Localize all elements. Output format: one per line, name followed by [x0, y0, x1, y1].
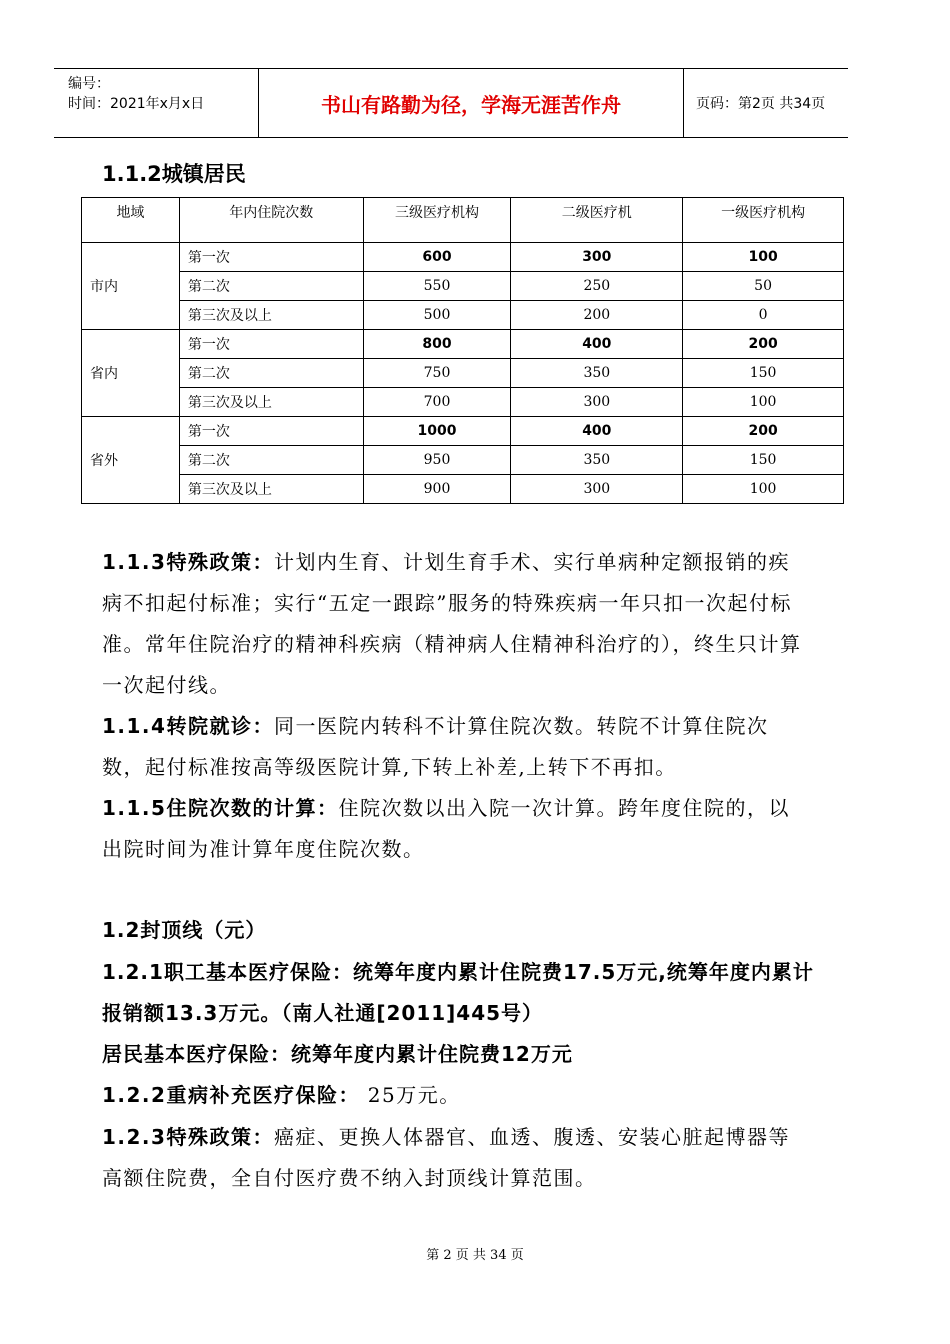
cap-special-text: 癌症、更换人体器官、血透、腹透、安装心脏起博器等高额住院费，全自付医疗费不纳入封顶线计算范围。: [102, 1125, 790, 1190]
level2-cell: 300: [511, 243, 683, 272]
region-cell: 市内: [82, 243, 180, 330]
header-level2: 二级医疗机: [511, 198, 683, 243]
level2-cell: 400: [511, 417, 683, 446]
count-cell: 第三次及以上: [179, 301, 363, 330]
level3-cell: 900: [363, 475, 511, 504]
table-header-row: [82, 198, 844, 243]
table-row: [82, 446, 844, 475]
header-meta: [54, 69, 258, 137]
count-calc-label: 1.1.5住院次数的计算：: [102, 796, 339, 820]
deductible-table: [81, 197, 844, 504]
transfer-label: 1.1.4转院就诊：: [102, 714, 274, 738]
header-level3: 三级医疗机构: [363, 198, 511, 243]
header-motto: 书山有路勤为径，学海无涯苦作舟: [258, 69, 684, 137]
count-cell: 第二次: [179, 446, 363, 475]
transfer-text: 同一医院内转科不计算住院次数。转院不计算住院次数，起付标准按高等级医院计算,下转上补差,上转下不再扣。: [102, 714, 769, 779]
level1-cell: 200: [683, 417, 844, 446]
level3-cell: 750: [363, 359, 511, 388]
count-cell: 第一次: [179, 243, 363, 272]
page-footer: 第 2 页 共 34 页: [426, 1248, 524, 1263]
special-policy-label: 1.1.3特殊政策：: [102, 550, 274, 574]
level1-cell: 0: [683, 301, 844, 330]
table-row: [82, 388, 844, 417]
level2-cell: 300: [511, 388, 683, 417]
table-row: [82, 417, 844, 446]
number-label: 编号：: [68, 76, 110, 92]
count-cell: 第一次: [179, 330, 363, 359]
level1-cell: 100: [683, 243, 844, 272]
cap-section-title: 1.2封顶线（元）: [102, 918, 267, 942]
count-cell: 第二次: [179, 359, 363, 388]
region-cell: 省内: [82, 330, 180, 417]
count-cell: 第三次及以上: [179, 475, 363, 504]
special-policy-text: 计划内生育、计划生育手术、实行单病种定额报销的疾病不扣起付标准；实行“五定一跟踪”服务的特殊疾病一年只扣一次起付标准。常年住院治疗的精神科疾病（精神病人住精神科治疗的），终生只计算一次起付线。: [102, 550, 802, 697]
region-cell: 省外: [82, 417, 180, 504]
level2-cell: 350: [511, 359, 683, 388]
header-count: 年内住院次数: [179, 198, 363, 243]
cap-special-label: 1.2.3特殊政策：: [102, 1125, 274, 1149]
paragraph-serious-illness: [102, 1075, 808, 1116]
level1-cell: 100: [683, 388, 844, 417]
level3-cell: 700: [363, 388, 511, 417]
level2-cell: 400: [511, 330, 683, 359]
count-calc-text: 住院次数以出入院一次计算。跨年度住院的，以出院时间为准计算年度住院次数。: [102, 796, 790, 861]
section-title: 1.1.2城镇居民: [102, 162, 246, 186]
page-info: 页码：第2页 共34页: [696, 96, 826, 112]
page-header: [54, 68, 848, 138]
paragraph-transfer: [102, 706, 808, 788]
count-cell: 第一次: [179, 417, 363, 446]
level1-cell: 100: [683, 475, 844, 504]
level1-cell: 50: [683, 272, 844, 301]
table-row: [82, 359, 844, 388]
level3-cell: 600: [363, 243, 511, 272]
level2-cell: 250: [511, 272, 683, 301]
level1-cell: 200: [683, 330, 844, 359]
count-cell: 第三次及以上: [179, 388, 363, 417]
level3-cell: 550: [363, 272, 511, 301]
table-row: [82, 475, 844, 504]
level3-cell: 800: [363, 330, 511, 359]
level3-cell: 950: [363, 446, 511, 475]
table-row: [82, 330, 844, 359]
level3-cell: 500: [363, 301, 511, 330]
time-label: 时间：2021年x月x日: [68, 96, 205, 112]
serious-illness-text: 25万元。: [359, 1083, 461, 1107]
table-row: [82, 301, 844, 330]
header-region: 地域: [82, 198, 180, 243]
table-row: [82, 272, 844, 301]
serious-illness-label: 1.2.2重病补充医疗保险：: [102, 1083, 360, 1107]
level2-cell: 350: [511, 446, 683, 475]
level1-cell: 150: [683, 359, 844, 388]
paragraph-special-policy: [102, 542, 808, 706]
level2-cell: 200: [511, 301, 683, 330]
paragraph-resident-cap: 居民基本医疗保险：统筹年度内累计住院费12万元: [102, 1042, 573, 1066]
level1-cell: 150: [683, 446, 844, 475]
header-level1: 一级医疗机构: [683, 198, 844, 243]
paragraph-employee-cap: 1.2.1职工基本医疗保险：统筹年度内累计住院费17.5万元,统筹年度内累计报销额13.3万元。（南人社通[2011]445号）: [102, 960, 814, 1025]
count-cell: 第二次: [179, 272, 363, 301]
paragraph-cap-special: [102, 1117, 808, 1199]
paragraph-count-calc: [102, 788, 808, 870]
table-row: [82, 243, 844, 272]
level3-cell: 1000: [363, 417, 511, 446]
level2-cell: 300: [511, 475, 683, 504]
